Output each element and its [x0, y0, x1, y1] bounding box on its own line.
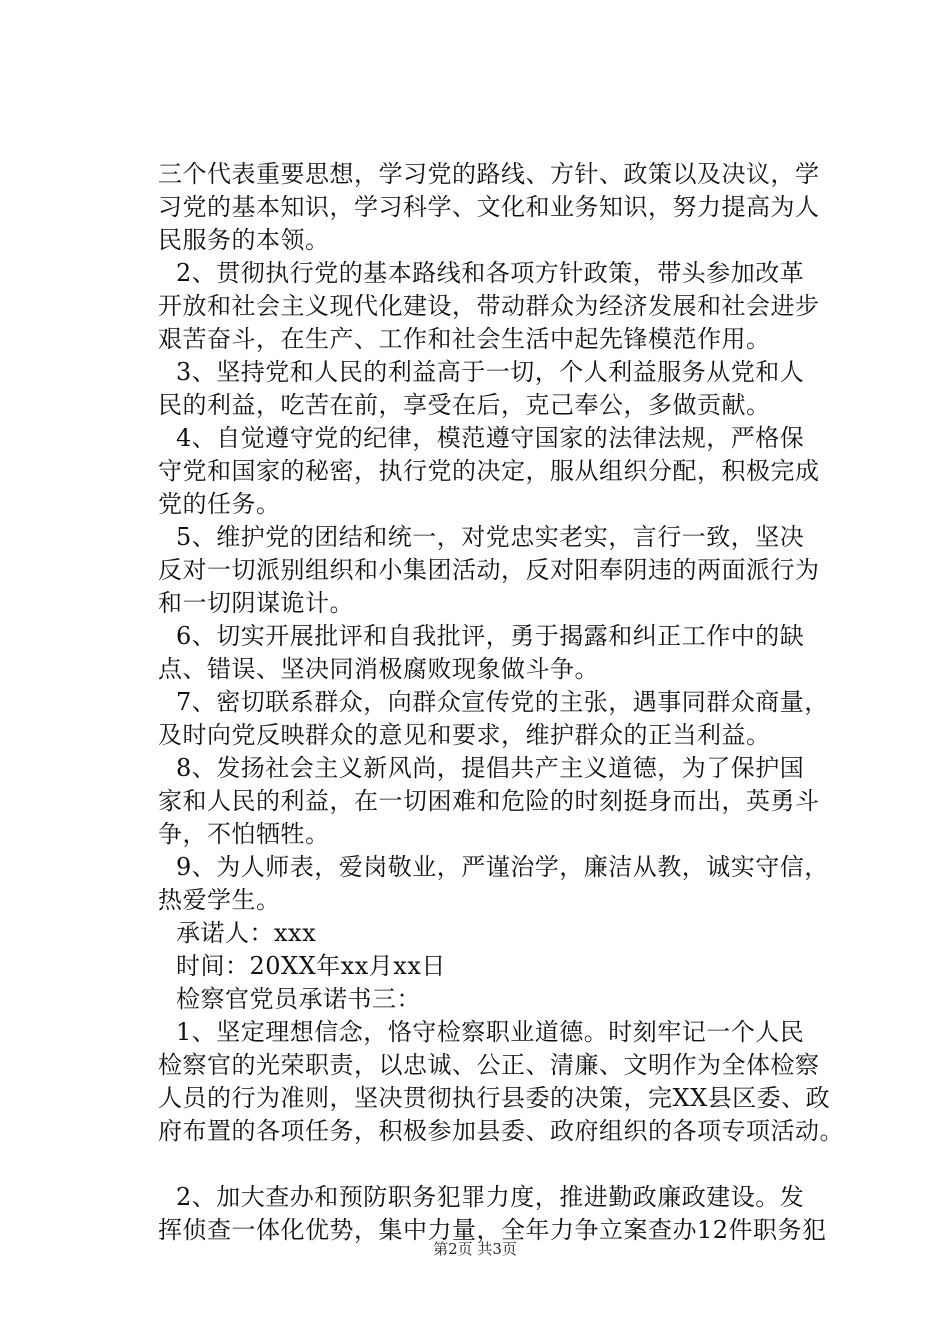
text-line: 9、为人师表，爱岗敬业，严谨治学，廉洁从教，诚实守信， [176, 853, 829, 881]
date-line: 时间：20XX年xx月xx日 [176, 952, 446, 980]
text-line: 三个代表重要思想，学习党的路线、方针、政策以及决议，学 [158, 160, 820, 188]
text-line: 挥侦查一体化优势，集中力量，全年力争立案查办12件职务犯 [158, 1216, 827, 1244]
text-line: 点、错误、坚决同消极腐败现象做斗争。 [158, 655, 599, 683]
text-line: 4、自觉遵守党的纪律，模范遵守国家的法律法规，严格保 [176, 424, 805, 452]
text-line: 开放和社会主义现代化建设，带动群众为经济发展和社会进步 [158, 292, 820, 320]
text-line: 习党的基本知识，学习科学、文化和业务知识，努力提高为人 [158, 193, 820, 221]
text-line: 人员的行为准则，坚决贯彻执行县委的决策，完XX县区委、政 [158, 1084, 831, 1112]
text-line: 守党和国家的秘密，执行党的决定，服从组织分配，积极完成 [158, 457, 820, 485]
signatory-line: 承诺人：xxx [176, 919, 317, 947]
text-line: 民的利益，吃苦在前，享受在后，克己奉公，多做贡献。 [158, 391, 771, 419]
text-line: 7、密切联系群众，向群众宣传党的主张，遇事同群众商量， [176, 688, 829, 716]
text-line: 党的任务。 [158, 490, 281, 518]
text-line: 家和人民的利益，在一切困难和危险的时刻挺身而出，英勇斗 [158, 787, 820, 815]
text-line: 府布置的各项任务，积极参加县委、政府组织的各项专项活动。 [158, 1117, 844, 1145]
text-line: 和一切阴谋诡计。 [158, 589, 354, 617]
text-line: 1、坚定理想信念，恪守检察职业道德。时刻牢记一个人民 [176, 1018, 805, 1046]
text-line: 民服务的本领。 [158, 226, 330, 254]
text-line: 3、坚持党和人民的利益高于一切，个人利益服务从党和人 [176, 358, 805, 386]
text-line: 2、加大查办和预防职务犯罪力度，推进勤政廉政建设。发 [176, 1183, 805, 1211]
text-line: 及时向党反映群众的意见和要求，维护群众的正当利益。 [158, 721, 771, 749]
text-line: 2、贯彻执行党的基本路线和各项方针政策，带头参加改革 [176, 259, 805, 287]
section-heading: 检察官党员承诺书三： [176, 985, 421, 1013]
text-line: 5、维护党的团结和统一，对党忠实老实，言行一致，坚决 [176, 523, 805, 551]
text-line: 8、发扬社会主义新风尚，提倡共产主义道德，为了保护国 [176, 754, 805, 782]
text-line: 热爱学生。 [158, 886, 281, 914]
text-line: 反对一切派别组织和小集团活动，反对阳奉阴违的两面派行为 [158, 556, 820, 584]
text-line: 6、切实开展批评和自我批评，勇于揭露和纠正工作中的缺 [176, 622, 805, 650]
text-line: 争，不怕牺牲。 [158, 820, 330, 848]
text-line: 艰苦奋斗，在生产、工作和社会生活中起先锋模范作用。 [158, 325, 771, 353]
text-line: 检察官的光荣职责，以忠诚、公正、清廉、文明作为全体检察 [158, 1051, 820, 1079]
page-number-footer: 第2页 共3页 [433, 1240, 517, 1258]
